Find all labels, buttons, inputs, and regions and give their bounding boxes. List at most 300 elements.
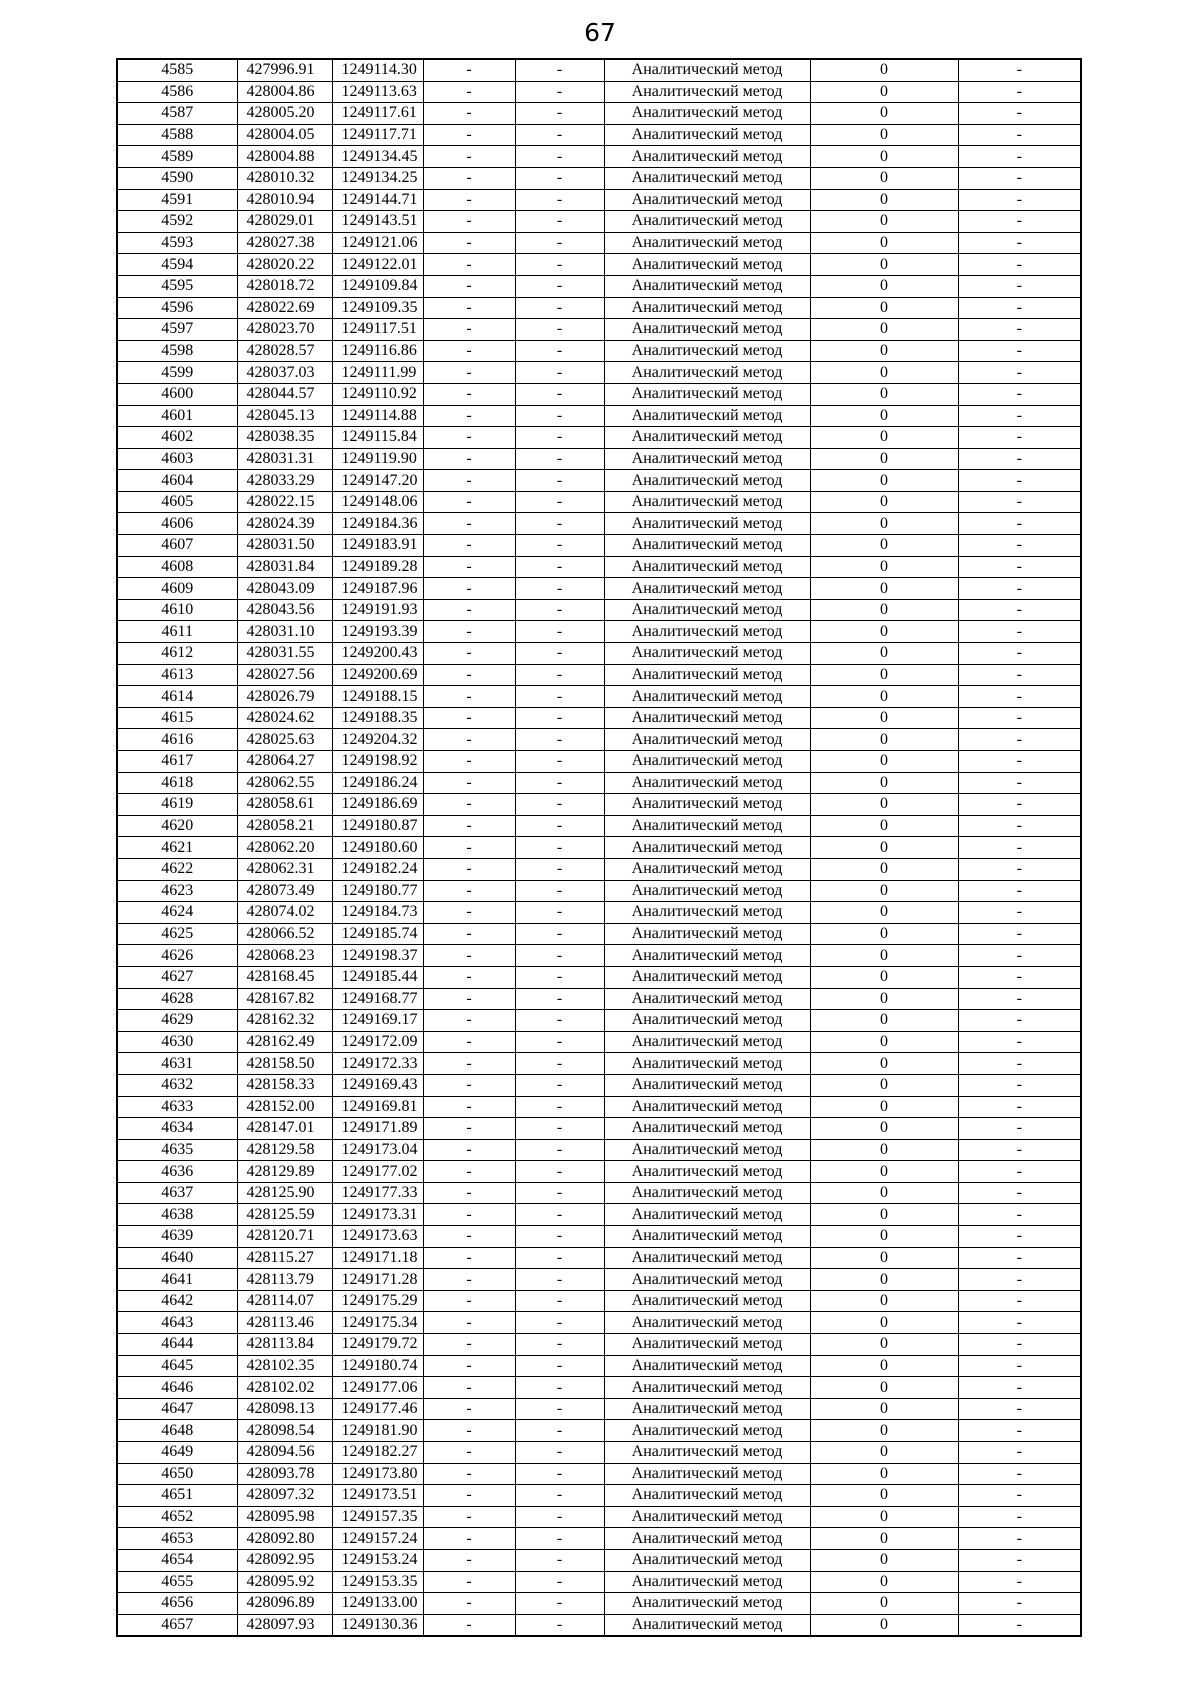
empty-cell-1: -: [423, 1096, 515, 1118]
empty-cell-2: -: [515, 578, 604, 600]
empty-cell-3: -: [958, 1377, 1081, 1399]
method-cell: Аналитический метод: [604, 1485, 810, 1507]
empty-cell-3: -: [958, 1269, 1081, 1291]
error-value-cell: 0: [810, 1118, 958, 1140]
y-coordinate-cell: 1249173.80: [332, 1463, 423, 1485]
error-value-cell: 0: [810, 1031, 958, 1053]
x-coordinate-cell: 428045.13: [237, 405, 332, 427]
table-row: [117, 59, 1081, 81]
empty-cell-3: -: [958, 124, 1081, 146]
error-value-cell: 0: [810, 275, 958, 297]
table-row: [117, 491, 1081, 513]
method-cell: Аналитический метод: [604, 923, 810, 945]
error-value-cell: 0: [810, 1398, 958, 1420]
x-coordinate-cell: 428024.39: [237, 513, 332, 535]
y-coordinate-cell: 1249188.15: [332, 686, 423, 708]
method-cell: Аналитический метод: [604, 491, 810, 513]
empty-cell-1: -: [423, 815, 515, 837]
method-cell: Аналитический метод: [604, 1096, 810, 1118]
point-number-cell: 4648: [117, 1420, 237, 1442]
y-coordinate-cell: 1249173.31: [332, 1204, 423, 1226]
empty-cell-2: -: [515, 1334, 604, 1356]
y-coordinate-cell: 1249188.35: [332, 707, 423, 729]
error-value-cell: 0: [810, 880, 958, 902]
method-cell: Аналитический метод: [604, 189, 810, 211]
x-coordinate-cell: 428102.02: [237, 1377, 332, 1399]
table-row: [117, 1420, 1081, 1442]
empty-cell-3: -: [958, 1053, 1081, 1075]
empty-cell-3: -: [958, 1182, 1081, 1204]
y-coordinate-cell: 1249198.92: [332, 751, 423, 773]
point-number-cell: 4640: [117, 1247, 237, 1269]
method-cell: Аналитический метод: [604, 319, 810, 341]
point-number-cell: 4630: [117, 1031, 237, 1053]
error-value-cell: 0: [810, 643, 958, 665]
error-value-cell: 0: [810, 1312, 958, 1334]
empty-cell-2: -: [515, 448, 604, 470]
empty-cell-2: -: [515, 1528, 604, 1550]
y-coordinate-cell: 1249169.17: [332, 1010, 423, 1032]
y-coordinate-cell: 1249184.36: [332, 513, 423, 535]
empty-cell-3: -: [958, 556, 1081, 578]
empty-cell-1: -: [423, 254, 515, 276]
x-coordinate-cell: 428096.89: [237, 1593, 332, 1615]
y-coordinate-cell: 1249186.24: [332, 772, 423, 794]
point-number-cell: 4597: [117, 319, 237, 341]
method-cell: Аналитический метод: [604, 1204, 810, 1226]
empty-cell-1: -: [423, 966, 515, 988]
y-coordinate-cell: 1249116.86: [332, 340, 423, 362]
empty-cell-2: -: [515, 1269, 604, 1291]
y-coordinate-cell: 1249169.43: [332, 1074, 423, 1096]
x-coordinate-cell: 428031.84: [237, 556, 332, 578]
x-coordinate-cell: 428162.49: [237, 1031, 332, 1053]
error-value-cell: 0: [810, 1096, 958, 1118]
x-coordinate-cell: 428037.03: [237, 362, 332, 384]
empty-cell-1: -: [423, 1398, 515, 1420]
point-number-cell: 4656: [117, 1593, 237, 1615]
empty-cell-1: -: [423, 1247, 515, 1269]
table-row: [117, 1571, 1081, 1593]
empty-cell-3: -: [958, 923, 1081, 945]
point-number-cell: 4629: [117, 1010, 237, 1032]
x-coordinate-cell: 428093.78: [237, 1463, 332, 1485]
table-row: [117, 81, 1081, 103]
table-row: [117, 902, 1081, 924]
error-value-cell: 0: [810, 340, 958, 362]
empty-cell-1: -: [423, 837, 515, 859]
empty-cell-3: -: [958, 1463, 1081, 1485]
empty-cell-3: -: [958, 1528, 1081, 1550]
point-number-cell: 4620: [117, 815, 237, 837]
point-number-cell: 4651: [117, 1485, 237, 1507]
y-coordinate-cell: 1249119.90: [332, 448, 423, 470]
x-coordinate-cell: 428038.35: [237, 427, 332, 449]
table-row: [117, 1031, 1081, 1053]
point-number-cell: 4650: [117, 1463, 237, 1485]
point-number-cell: 4649: [117, 1442, 237, 1464]
y-coordinate-cell: 1249191.93: [332, 599, 423, 621]
empty-cell-3: -: [958, 837, 1081, 859]
empty-cell-3: -: [958, 81, 1081, 103]
method-cell: Аналитический метод: [604, 988, 810, 1010]
table-row: [117, 686, 1081, 708]
table-row: [117, 1247, 1081, 1269]
empty-cell-3: -: [958, 1485, 1081, 1507]
y-coordinate-cell: 1249175.34: [332, 1312, 423, 1334]
method-cell: Аналитический метод: [604, 837, 810, 859]
empty-cell-3: -: [958, 1571, 1081, 1593]
x-coordinate-cell: 428028.57: [237, 340, 332, 362]
table-row: [117, 988, 1081, 1010]
point-number-cell: 4598: [117, 340, 237, 362]
method-cell: Аналитический метод: [604, 535, 810, 557]
empty-cell-3: -: [958, 275, 1081, 297]
table-row: [117, 599, 1081, 621]
x-coordinate-cell: 428125.90: [237, 1182, 332, 1204]
x-coordinate-cell: 428092.80: [237, 1528, 332, 1550]
table-row: [117, 1161, 1081, 1183]
empty-cell-1: -: [423, 1139, 515, 1161]
y-coordinate-cell: 1249143.51: [332, 211, 423, 233]
method-cell: Аналитический метод: [604, 1161, 810, 1183]
empty-cell-2: -: [515, 1312, 604, 1334]
point-number-cell: 4643: [117, 1312, 237, 1334]
y-coordinate-cell: 1249182.27: [332, 1442, 423, 1464]
empty-cell-2: -: [515, 729, 604, 751]
table-row: [117, 1398, 1081, 1420]
table-row: [117, 1074, 1081, 1096]
error-value-cell: 0: [810, 751, 958, 773]
error-value-cell: 0: [810, 923, 958, 945]
error-value-cell: 0: [810, 1593, 958, 1615]
empty-cell-1: -: [423, 1593, 515, 1615]
empty-cell-2: -: [515, 297, 604, 319]
table-row: [117, 1614, 1081, 1636]
table-row: [117, 1355, 1081, 1377]
y-coordinate-cell: 1249175.29: [332, 1290, 423, 1312]
x-coordinate-cell: 428095.92: [237, 1571, 332, 1593]
empty-cell-1: -: [423, 146, 515, 168]
empty-cell-2: -: [515, 1096, 604, 1118]
empty-cell-1: -: [423, 923, 515, 945]
error-value-cell: 0: [810, 556, 958, 578]
y-coordinate-cell: 1249171.89: [332, 1118, 423, 1140]
point-number-cell: 4616: [117, 729, 237, 751]
x-coordinate-cell: 428031.55: [237, 643, 332, 665]
x-coordinate-cell: 428115.27: [237, 1247, 332, 1269]
empty-cell-2: -: [515, 664, 604, 686]
y-coordinate-cell: 1249172.09: [332, 1031, 423, 1053]
empty-cell-3: -: [958, 729, 1081, 751]
point-number-cell: 4654: [117, 1549, 237, 1571]
x-coordinate-cell: 428158.33: [237, 1074, 332, 1096]
error-value-cell: 0: [810, 966, 958, 988]
table-row: [117, 945, 1081, 967]
point-number-cell: 4600: [117, 383, 237, 405]
empty-cell-1: -: [423, 707, 515, 729]
point-number-cell: 4646: [117, 1377, 237, 1399]
coordinates-table: [116, 58, 1082, 1637]
point-number-cell: 4607: [117, 535, 237, 557]
empty-cell-2: -: [515, 815, 604, 837]
empty-cell-2: -: [515, 1420, 604, 1442]
x-coordinate-cell: 428043.09: [237, 578, 332, 600]
error-value-cell: 0: [810, 362, 958, 384]
method-cell: Аналитический метод: [604, 707, 810, 729]
empty-cell-2: -: [515, 1355, 604, 1377]
empty-cell-3: -: [958, 513, 1081, 535]
point-number-cell: 4587: [117, 103, 237, 125]
empty-cell-1: -: [423, 189, 515, 211]
x-coordinate-cell: 428024.62: [237, 707, 332, 729]
x-coordinate-cell: 428010.32: [237, 167, 332, 189]
empty-cell-1: -: [423, 729, 515, 751]
empty-cell-3: -: [958, 1010, 1081, 1032]
x-coordinate-cell: 428004.86: [237, 81, 332, 103]
error-value-cell: 0: [810, 1485, 958, 1507]
error-value-cell: 0: [810, 794, 958, 816]
empty-cell-1: -: [423, 643, 515, 665]
empty-cell-1: -: [423, 1355, 515, 1377]
empty-cell-3: -: [958, 1074, 1081, 1096]
y-coordinate-cell: 1249169.81: [332, 1096, 423, 1118]
table-row: [117, 772, 1081, 794]
empty-cell-2: -: [515, 988, 604, 1010]
error-value-cell: 0: [810, 1614, 958, 1636]
y-coordinate-cell: 1249180.77: [332, 880, 423, 902]
table-row: [117, 1010, 1081, 1032]
y-coordinate-cell: 1249177.02: [332, 1161, 423, 1183]
empty-cell-3: -: [958, 1420, 1081, 1442]
error-value-cell: 0: [810, 59, 958, 81]
y-coordinate-cell: 1249200.43: [332, 643, 423, 665]
empty-cell-1: -: [423, 880, 515, 902]
x-coordinate-cell: 428022.15: [237, 491, 332, 513]
method-cell: Аналитический метод: [604, 599, 810, 621]
empty-cell-3: -: [958, 448, 1081, 470]
method-cell: Аналитический метод: [604, 1031, 810, 1053]
empty-cell-2: -: [515, 1053, 604, 1075]
table-row: [117, 966, 1081, 988]
coordinates-table-body: [117, 59, 1081, 1636]
error-value-cell: 0: [810, 146, 958, 168]
empty-cell-2: -: [515, 103, 604, 125]
error-value-cell: 0: [810, 383, 958, 405]
table-row: [117, 167, 1081, 189]
x-coordinate-cell: 428027.38: [237, 232, 332, 254]
method-cell: Аналитический метод: [604, 686, 810, 708]
table-row: [117, 513, 1081, 535]
method-cell: Аналитический метод: [604, 815, 810, 837]
error-value-cell: 0: [810, 124, 958, 146]
empty-cell-3: -: [958, 232, 1081, 254]
y-coordinate-cell: 1249177.33: [332, 1182, 423, 1204]
point-number-cell: 4633: [117, 1096, 237, 1118]
method-cell: Аналитический метод: [604, 124, 810, 146]
empty-cell-1: -: [423, 1506, 515, 1528]
y-coordinate-cell: 1249111.99: [332, 362, 423, 384]
table-row: [117, 535, 1081, 557]
table-row: [117, 729, 1081, 751]
table-row: [117, 1118, 1081, 1140]
x-coordinate-cell: 428158.50: [237, 1053, 332, 1075]
method-cell: Аналитический метод: [604, 1334, 810, 1356]
empty-cell-1: -: [423, 1204, 515, 1226]
error-value-cell: 0: [810, 621, 958, 643]
empty-cell-2: -: [515, 59, 604, 81]
empty-cell-1: -: [423, 103, 515, 125]
empty-cell-2: -: [515, 1571, 604, 1593]
method-cell: Аналитический метод: [604, 556, 810, 578]
error-value-cell: 0: [810, 448, 958, 470]
empty-cell-1: -: [423, 491, 515, 513]
error-value-cell: 0: [810, 1377, 958, 1399]
table-row: [117, 556, 1081, 578]
point-number-cell: 4614: [117, 686, 237, 708]
point-number-cell: 4615: [117, 707, 237, 729]
empty-cell-2: -: [515, 1139, 604, 1161]
y-coordinate-cell: 1249121.06: [332, 232, 423, 254]
y-coordinate-cell: 1249153.24: [332, 1549, 423, 1571]
error-value-cell: 0: [810, 1290, 958, 1312]
error-value-cell: 0: [810, 427, 958, 449]
y-coordinate-cell: 1249134.25: [332, 167, 423, 189]
error-value-cell: 0: [810, 1571, 958, 1593]
point-number-cell: 4623: [117, 880, 237, 902]
empty-cell-2: -: [515, 1485, 604, 1507]
empty-cell-2: -: [515, 1506, 604, 1528]
method-cell: Аналитический метод: [604, 1118, 810, 1140]
table-row: [117, 621, 1081, 643]
table-row: [117, 858, 1081, 880]
empty-cell-2: -: [515, 535, 604, 557]
y-coordinate-cell: 1249114.88: [332, 405, 423, 427]
empty-cell-3: -: [958, 427, 1081, 449]
point-number-cell: 4652: [117, 1506, 237, 1528]
empty-cell-2: -: [515, 146, 604, 168]
empty-cell-1: -: [423, 1312, 515, 1334]
empty-cell-3: -: [958, 902, 1081, 924]
empty-cell-2: -: [515, 1377, 604, 1399]
empty-cell-1: -: [423, 1290, 515, 1312]
y-coordinate-cell: 1249189.28: [332, 556, 423, 578]
method-cell: Аналитический метод: [604, 1226, 810, 1248]
x-coordinate-cell: 428095.98: [237, 1506, 332, 1528]
empty-cell-3: -: [958, 1161, 1081, 1183]
y-coordinate-cell: 1249109.35: [332, 297, 423, 319]
point-number-cell: 4642: [117, 1290, 237, 1312]
error-value-cell: 0: [810, 297, 958, 319]
x-coordinate-cell: 428092.95: [237, 1549, 332, 1571]
error-value-cell: 0: [810, 686, 958, 708]
method-cell: Аналитический метод: [604, 103, 810, 125]
y-coordinate-cell: 1249177.46: [332, 1398, 423, 1420]
point-number-cell: 4601: [117, 405, 237, 427]
error-value-cell: 0: [810, 1355, 958, 1377]
empty-cell-1: -: [423, 211, 515, 233]
empty-cell-3: -: [958, 988, 1081, 1010]
empty-cell-2: -: [515, 491, 604, 513]
error-value-cell: 0: [810, 578, 958, 600]
empty-cell-2: -: [515, 232, 604, 254]
empty-cell-3: -: [958, 772, 1081, 794]
error-value-cell: 0: [810, 405, 958, 427]
empty-cell-3: -: [958, 1593, 1081, 1615]
empty-cell-1: -: [423, 319, 515, 341]
x-coordinate-cell: 428043.56: [237, 599, 332, 621]
empty-cell-1: -: [423, 362, 515, 384]
empty-cell-3: -: [958, 621, 1081, 643]
method-cell: Аналитический метод: [604, 945, 810, 967]
empty-cell-3: -: [958, 1096, 1081, 1118]
method-cell: Аналитический метод: [604, 664, 810, 686]
point-number-cell: 4624: [117, 902, 237, 924]
method-cell: Аналитический метод: [604, 297, 810, 319]
error-value-cell: 0: [810, 232, 958, 254]
x-coordinate-cell: 428113.84: [237, 1334, 332, 1356]
point-number-cell: 4653: [117, 1528, 237, 1550]
empty-cell-1: -: [423, 1118, 515, 1140]
empty-cell-1: -: [423, 427, 515, 449]
empty-cell-2: -: [515, 1398, 604, 1420]
x-coordinate-cell: 428094.56: [237, 1442, 332, 1464]
point-number-cell: 4610: [117, 599, 237, 621]
empty-cell-1: -: [423, 1549, 515, 1571]
table-row: [117, 751, 1081, 773]
x-coordinate-cell: 428074.02: [237, 902, 332, 924]
x-coordinate-cell: 428010.94: [237, 189, 332, 211]
empty-cell-1: -: [423, 1485, 515, 1507]
empty-cell-2: -: [515, 1010, 604, 1032]
point-number-cell: 4613: [117, 664, 237, 686]
method-cell: Аналитический метод: [604, 1074, 810, 1096]
empty-cell-3: -: [958, 599, 1081, 621]
empty-cell-3: -: [958, 880, 1081, 902]
empty-cell-1: -: [423, 275, 515, 297]
point-number-cell: 4586: [117, 81, 237, 103]
empty-cell-3: -: [958, 167, 1081, 189]
empty-cell-2: -: [515, 340, 604, 362]
empty-cell-2: -: [515, 470, 604, 492]
empty-cell-2: -: [515, 254, 604, 276]
method-cell: Аналитический метод: [604, 513, 810, 535]
empty-cell-3: -: [958, 211, 1081, 233]
x-coordinate-cell: 428018.72: [237, 275, 332, 297]
table-row: [117, 383, 1081, 405]
point-number-cell: 4589: [117, 146, 237, 168]
x-coordinate-cell: 428023.70: [237, 319, 332, 341]
point-number-cell: 4590: [117, 167, 237, 189]
empty-cell-3: -: [958, 1118, 1081, 1140]
point-number-cell: 4585: [117, 59, 237, 81]
table-row: [117, 1593, 1081, 1615]
empty-cell-1: -: [423, 1463, 515, 1485]
x-coordinate-cell: 427996.91: [237, 59, 332, 81]
method-cell: Аналитический метод: [604, 643, 810, 665]
empty-cell-1: -: [423, 988, 515, 1010]
x-coordinate-cell: 428073.49: [237, 880, 332, 902]
empty-cell-2: -: [515, 1593, 604, 1615]
y-coordinate-cell: 1249172.33: [332, 1053, 423, 1075]
x-coordinate-cell: 428062.20: [237, 837, 332, 859]
method-cell: Аналитический метод: [604, 1528, 810, 1550]
table-row: [117, 297, 1081, 319]
error-value-cell: 0: [810, 815, 958, 837]
empty-cell-2: -: [515, 686, 604, 708]
method-cell: Аналитический метод: [604, 427, 810, 449]
x-coordinate-cell: 428113.46: [237, 1312, 332, 1334]
